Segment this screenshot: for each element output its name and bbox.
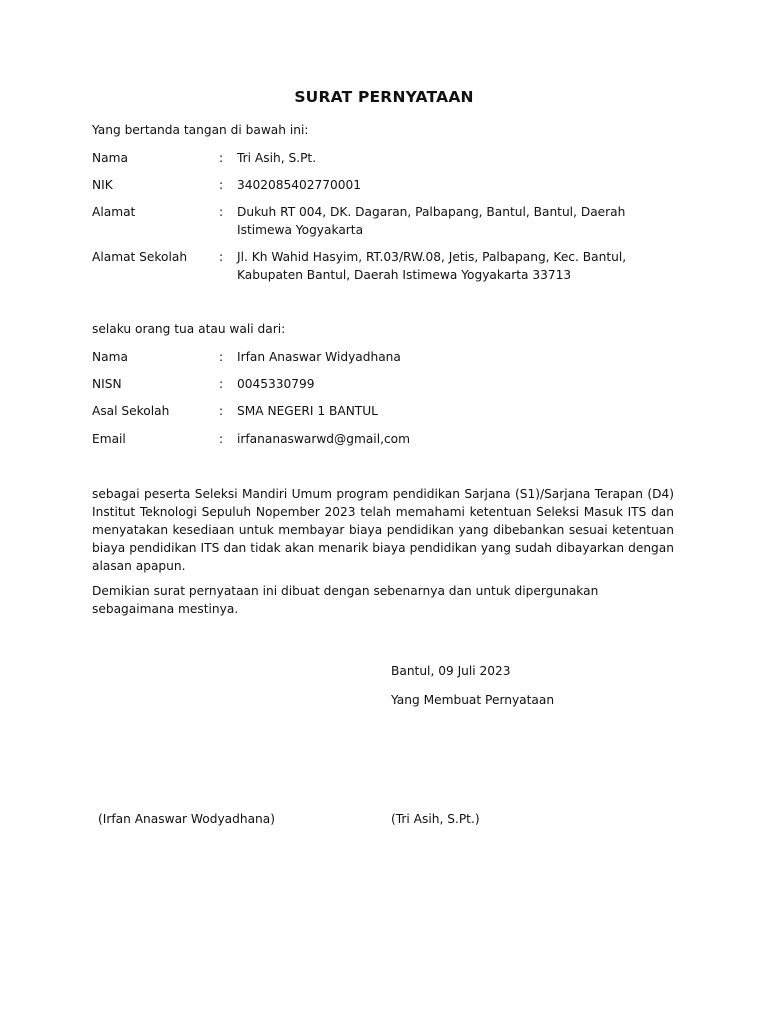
student-school-value: SMA NEGERI 1 BANTUL [237,404,378,418]
parent-nik-value: 3402085402770001 [237,178,362,192]
student-name-label: Nama [92,350,128,364]
colon: : [219,250,224,264]
school-address-label: Alamat Sekolah [92,250,188,264]
student-nisn-label: NISN [92,377,122,391]
parent-address-value: Dukuh RT 004, DK. Dagaran, Palbapang, Bantul, Bantul, Daerah Istimewa Yogyakarta [237,205,626,237]
student-school-label: Asal Sekolah [92,404,170,418]
colon: : [219,350,224,364]
student-name-value: Irfan Anaswar Widyadhana [237,350,401,364]
school-address-value: Jl. Kh Wahid Hasyim, RT.03/RW.08, Jetis, Palbapang, Kec. Bantul, Kabupaten Bantul, Daerah Istimewa Yogyakarta 33713 [237,250,627,282]
maker-label: Yang Membuat Pernyataan [391,693,555,707]
student-email-value: irfananaswarwd@gmail,com [237,432,410,446]
guardian-intro-text: selaku orang tua atau wali dari: [92,322,286,336]
colon: : [219,404,224,418]
parent-name-value: Tri Asih, S.Pt. [237,151,317,165]
colon: : [219,432,224,446]
colon: : [219,377,224,391]
student-nisn-value: 0045330799 [237,377,315,391]
statement-paragraph: sebagai peserta Seleksi Mandiri Umum program pendidikan Sarjana (S1)/Sarjana Terapan (D4) Institut Teknologi Sepuluh Nopember 2023 telah memahami ketentuan Seleksi Masuk ITS dan menyatakan kesediaan untuk membayar biaya pendidikan yang dibebankan sesuai ketentuan biaya pendidikan ITS dan tidak akan menarik biaya pendidikan yang sudah dibayarkan dengan alasan apapun. [92,487,674,573]
parent-name-label: Nama [92,151,128,165]
intro-text: Yang bertanda tangan di bawah ini: [92,123,309,137]
signature-parent-name: (Tri Asih, S.Pt.) [391,812,480,826]
student-email-label: Email [92,432,126,446]
place-date: Bantul, 09 Juli 2023 [391,664,511,678]
colon: : [219,151,224,165]
signature-student-name: (Irfan Anaswar Wodyadhana) [98,812,276,826]
closing-paragraph: Demikian surat pernyataan ini dibuat dengan sebenarnya dan untuk dipergunakan sebagaimana mestinya. [92,584,599,616]
parent-nik-label: NIK [92,178,113,192]
colon: : [219,205,224,219]
colon: : [219,178,224,192]
document-title: SURAT PERNYATAAN [294,88,474,106]
parent-address-label: Alamat [92,205,136,219]
